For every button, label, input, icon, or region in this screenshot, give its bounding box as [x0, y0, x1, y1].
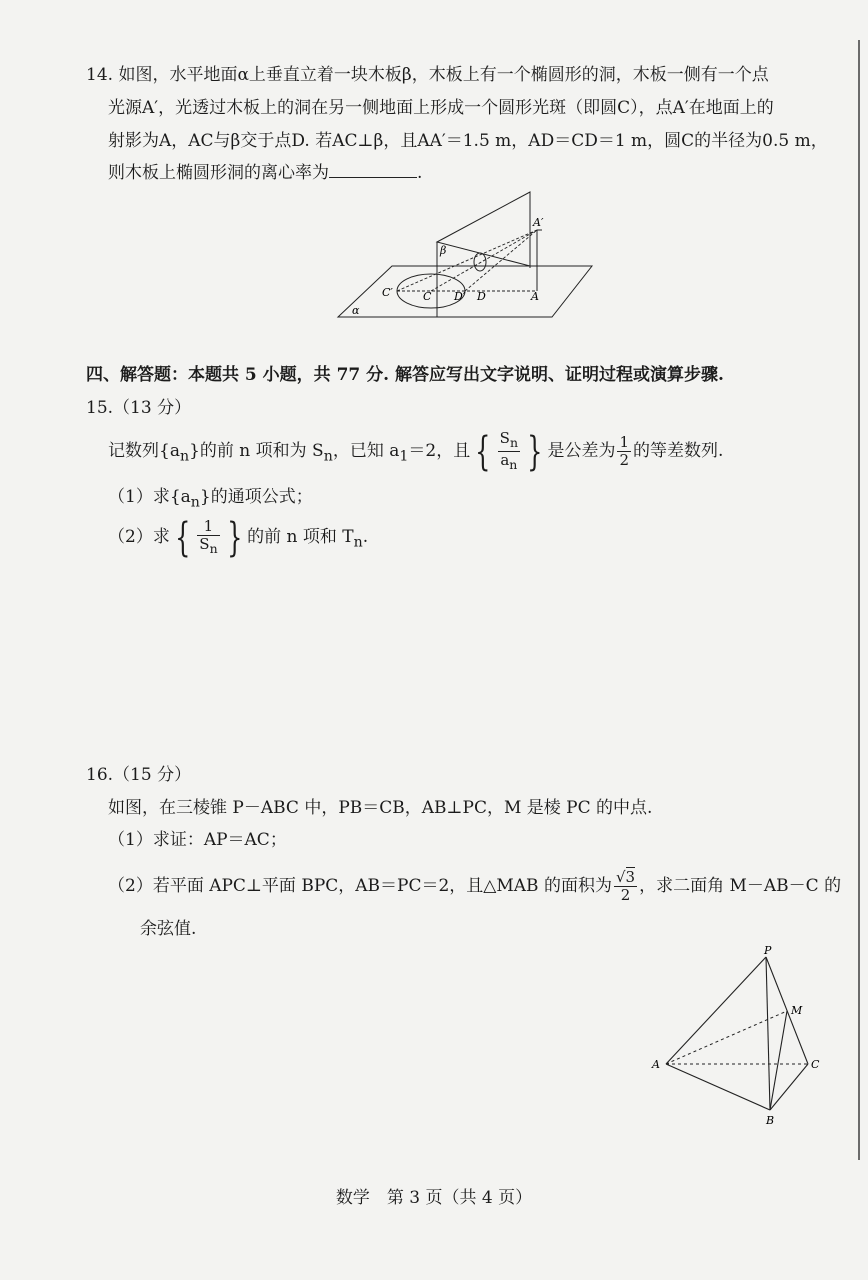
q16-header: 16.（15 分）: [86, 765, 192, 785]
edge-BC: [770, 1064, 808, 1110]
elliptic-hole: [474, 253, 486, 271]
q15-stem-a: 记数列{a: [108, 441, 180, 461]
q15-part1-a: （1）求{a: [108, 487, 191, 507]
ray-upper: [397, 230, 537, 291]
q16-part2-a: （2）若平面 APC⊥平面 BPC，AB＝PC＝2，且△MAB 的面积为: [108, 876, 612, 896]
segment-MB: [770, 1011, 787, 1110]
sub-n: n: [209, 541, 218, 556]
frac-S: S: [199, 535, 210, 553]
label-M: M: [791, 1004, 803, 1017]
sub-1: 1: [399, 448, 409, 465]
sqrt-3: 3: [625, 868, 636, 886]
q16-part-2-cont: 余弦值.: [140, 919, 197, 939]
label-B: B: [766, 1114, 775, 1127]
answer-blank[interactable]: [329, 163, 417, 178]
q15-part2-a: （2）求: [108, 527, 170, 547]
q15-stem-d: ＝2，且: [408, 441, 471, 461]
label-alpha: α: [352, 304, 360, 317]
brace-right: }: [226, 514, 242, 561]
ray-center: [431, 230, 537, 291]
sub-n: n: [323, 448, 333, 465]
label-beta: β: [440, 244, 447, 257]
den-2: 2: [620, 886, 631, 904]
edge-AB: [666, 1064, 770, 1110]
label-C-prime: C′: [382, 286, 393, 299]
q14-line-2: 光源A′，光透过木板上的洞在另一侧地面上形成一个圆形光斑（即圆C），点A′在地面上的: [108, 98, 774, 118]
label-A-prime: A′: [533, 216, 544, 229]
q15-part-2: [108, 516, 368, 563]
brace-right: }: [527, 428, 543, 475]
fraction-S-over-a: [498, 430, 520, 473]
ray-lower: [465, 230, 537, 291]
sub-n: n: [509, 435, 519, 450]
frac-one: 1: [197, 518, 219, 536]
q14-line-4-text: 则木板上椭圆形洞的离心率为: [108, 163, 329, 183]
q14-line-3: 射影为A，AC与β交于点D. 若AC⊥β，且AA′＝1.5 m，AD＝CD＝1 m，圆C的半径为0.5 m，: [108, 131, 828, 151]
q15-stem: [108, 430, 723, 477]
margin-rule: [858, 40, 860, 1160]
edge-PA: [666, 957, 766, 1064]
q15-stem-f: 的等差数列.: [633, 441, 724, 461]
label-D: D: [477, 290, 486, 303]
sub-n: n: [190, 494, 200, 511]
q14-line-1: 14. 如图，水平地面α上垂直立着一块木板β，木板上有一个椭圆形的洞，木板一侧有一个点: [86, 65, 769, 85]
q16-part2-b: ，求二面角 M－AB－C 的: [639, 876, 842, 896]
label-C: C: [811, 1058, 820, 1071]
label-A: A: [652, 1058, 660, 1071]
brace-left: {: [475, 428, 491, 475]
q16-stem: 如图，在三棱锥 P－ABC 中，PB＝CB，AB⊥PC，M 是棱 PC 的中点.: [108, 798, 653, 818]
fraction-one-over-S: [197, 518, 219, 557]
q15-part2-b: 的前 n 项和 T: [247, 527, 354, 547]
q14-line-4-end: .: [417, 163, 423, 183]
q15-part2-c: .: [362, 527, 369, 547]
q14-figure: [330, 190, 600, 322]
q16-part-1: （1）求证：AP＝AC；: [108, 830, 287, 850]
q16-part-2: [108, 866, 841, 906]
sub-n: n: [353, 534, 363, 551]
q15-part-1: [108, 486, 313, 513]
half-den: 2: [619, 451, 630, 469]
frac-S: S: [499, 429, 510, 447]
q15-part1-b: }的通项公式；: [199, 487, 313, 507]
page-footer: 数学 第 3 页（共 4 页）: [335, 1188, 533, 1208]
fraction-sqrt3-over-2: $\frac{√3}{2}$: [615, 868, 636, 904]
q15-stem-c: ，已知 a: [332, 441, 400, 461]
label-D-prime: D′: [454, 290, 466, 303]
sub-n: n: [179, 448, 190, 465]
q16-figure: [648, 944, 826, 1130]
label-A: A: [531, 290, 539, 303]
edge-PB: [766, 957, 770, 1110]
q15-header: 15.（13 分）: [86, 398, 192, 418]
sub-n: n: [509, 457, 518, 472]
frac-a: a: [500, 451, 510, 469]
fraction-one-half: [617, 434, 631, 469]
label-C: C: [423, 290, 432, 303]
q15-stem-b: }的前 n 项和为 S: [189, 441, 324, 461]
section-4-title: 四、解答题：本题共 5 小题，共 77 分. 解答应写出文字说明、证明过程或演算步骤.: [86, 365, 724, 385]
label-P: P: [764, 944, 772, 957]
half-num: 1: [619, 433, 630, 451]
brace-left: {: [174, 514, 191, 561]
q15-stem-e: 是公差为: [547, 441, 616, 461]
q14-line-4: [108, 162, 422, 184]
